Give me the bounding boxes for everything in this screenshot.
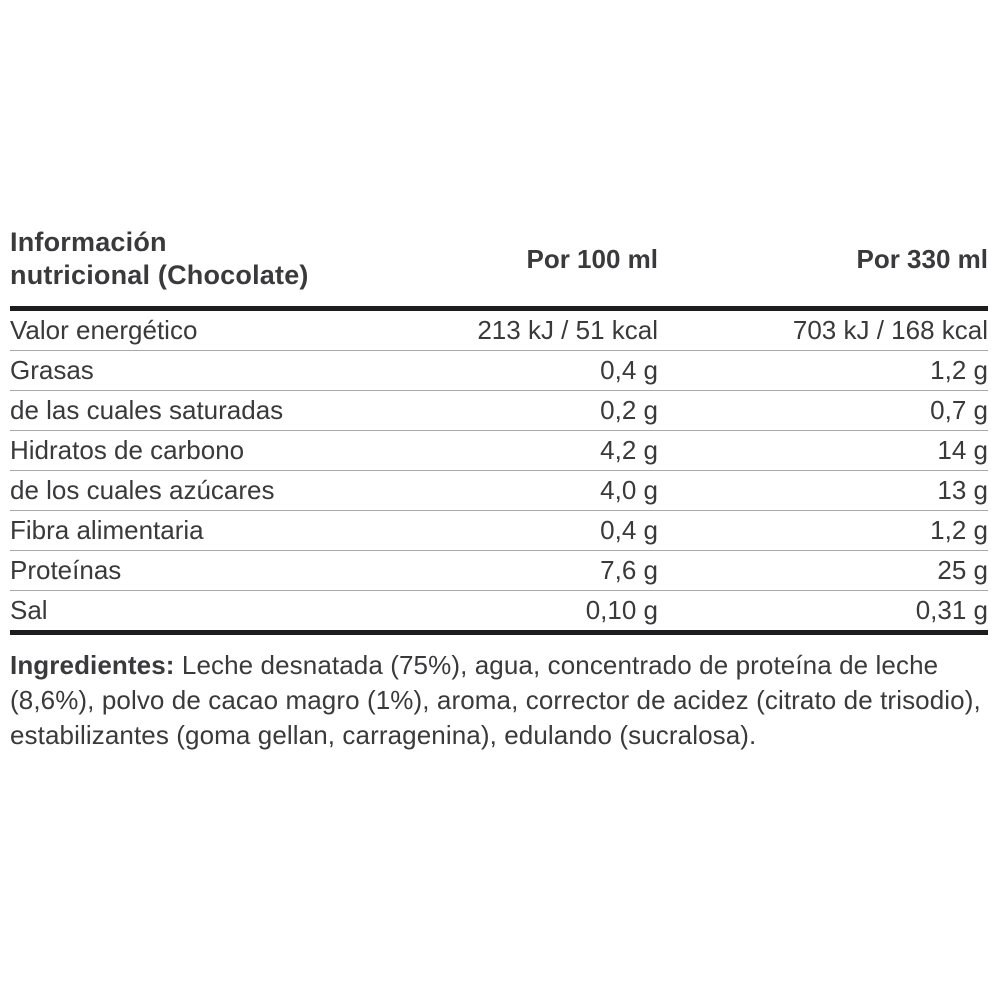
table-row (10, 351, 988, 391)
row-label: de los cuales azúcares (10, 475, 275, 505)
value-per-100ml: 0,4 g (600, 515, 658, 545)
value-per-100ml: 0,10 g (585, 595, 658, 625)
column-header-per-330ml: Por 330 ml (856, 243, 988, 274)
table-row (10, 311, 988, 351)
value-per-100ml: 4,2 g (600, 435, 658, 465)
row-label: Hidratos de carbono (10, 435, 245, 465)
row-label: Valor energético (10, 315, 198, 345)
row-label: Fibra alimentaria (10, 515, 204, 545)
value-per-330ml: 13 g (937, 475, 988, 505)
bottom-heavy-divider (10, 630, 988, 635)
table-row (10, 391, 988, 431)
table-row (10, 471, 988, 511)
nutrition-label (10, 226, 988, 779)
table-row (10, 551, 988, 591)
page-title-line2: nutricional (Chocolate) (10, 260, 309, 290)
ingredients-label: Ingredientes: (10, 650, 175, 680)
table-row (10, 431, 988, 471)
value-per-100ml: 7,6 g (600, 555, 658, 585)
row-label: de las cuales saturadas (10, 395, 284, 425)
ingredients-paragraph (10, 648, 988, 753)
value-per-330ml: 14 g (937, 435, 988, 465)
ingredients-text: Leche desnatada (75%), agua, concentrado de proteína de leche (8,6%), polvo de cacao magro (1%), aroma, corrector de acidez (citrato de trisodio), estabilizantes (goma gellan, carragenina), edulando (sucralosa). (10, 650, 981, 750)
value-per-100ml: 4,0 g (600, 475, 658, 505)
value-per-100ml: 0,4 g (600, 355, 658, 385)
table-row (10, 591, 988, 630)
table-row (10, 511, 988, 551)
row-label: Sal (10, 595, 48, 625)
value-per-100ml: 0,2 g (600, 395, 658, 425)
row-label: Proteínas (10, 555, 122, 585)
value-per-330ml: 0,7 g (930, 395, 988, 425)
value-per-330ml: 1,2 g (930, 355, 988, 385)
row-label: Grasas (10, 355, 94, 385)
page-title (10, 226, 418, 292)
value-per-330ml: 25 g (937, 555, 988, 585)
value-per-100ml: 213 kJ / 51 kcal (477, 315, 658, 345)
nutrition-rows (10, 311, 988, 630)
page-title-line1: Información (10, 227, 167, 257)
table-header (10, 226, 988, 306)
value-per-330ml: 703 kJ / 168 kcal (792, 315, 988, 345)
value-per-330ml: 0,31 g (915, 595, 988, 625)
column-header-per-100ml: Por 100 ml (526, 243, 658, 274)
value-per-330ml: 1,2 g (930, 515, 988, 545)
